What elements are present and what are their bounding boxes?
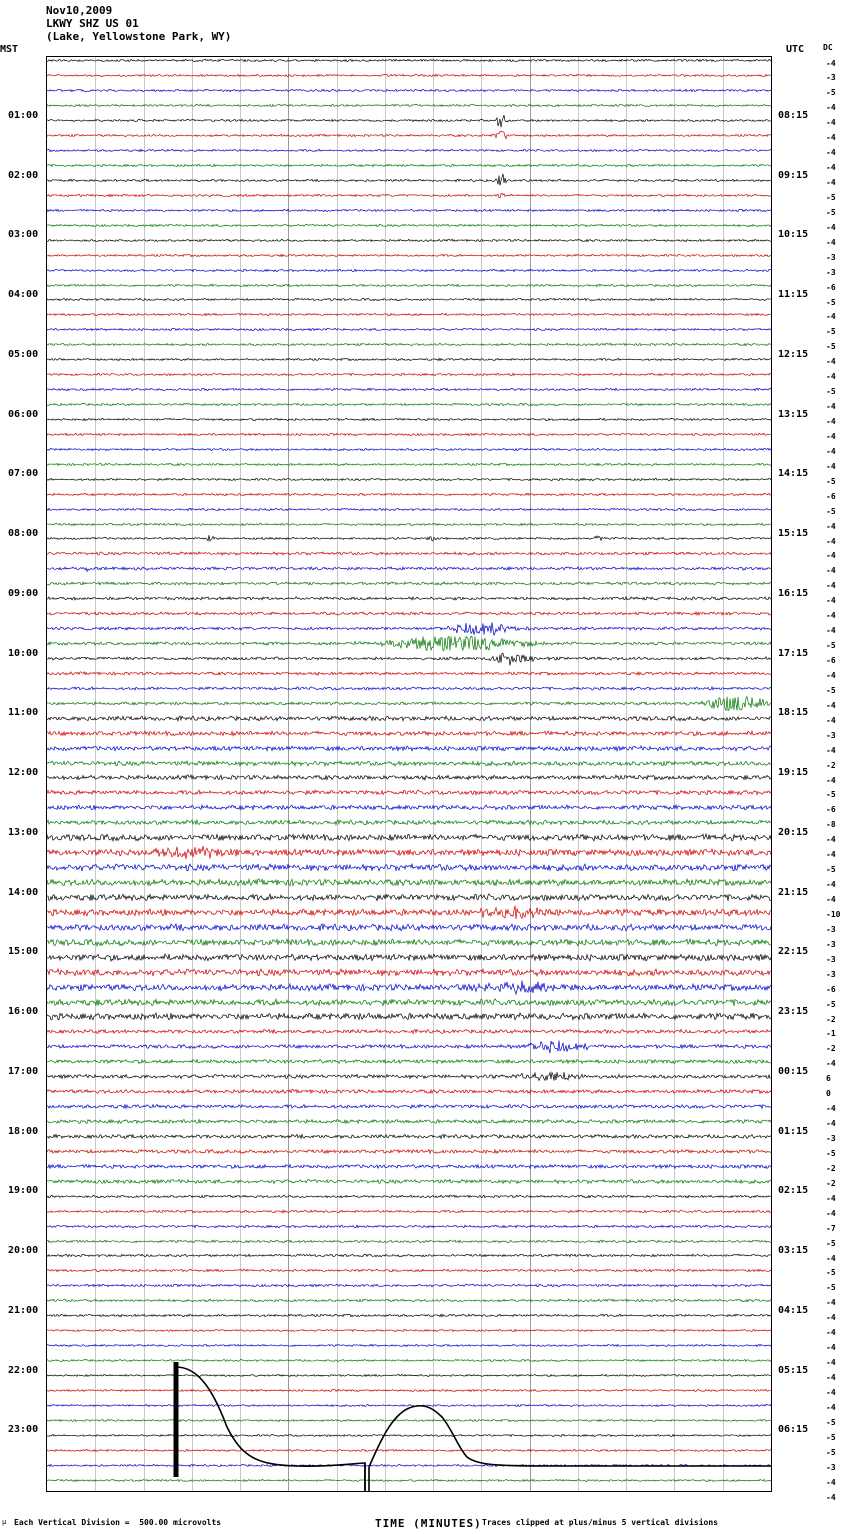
dc-value: -4 bbox=[826, 163, 836, 172]
dc-value: -4 bbox=[826, 1387, 836, 1397]
axis-label-mst: MST bbox=[0, 44, 19, 55]
left-time-label: 18:00 bbox=[8, 1125, 39, 1137]
right-time-label: 19:15 bbox=[778, 767, 809, 778]
dc-value: -5 bbox=[826, 1238, 836, 1248]
dc-value: -4 bbox=[826, 1358, 836, 1367]
dc-value: -6 bbox=[826, 656, 836, 665]
dc-value: -4 bbox=[826, 775, 836, 785]
left-time-label: 13:00 bbox=[8, 826, 39, 838]
dc-value: -4 bbox=[826, 895, 836, 904]
right-time-label: 03:15 bbox=[778, 1245, 809, 1256]
header-block bbox=[46, 4, 231, 43]
dc-value: -4 bbox=[826, 835, 836, 845]
dc-value: -3 bbox=[826, 1462, 836, 1472]
dc-value: -5 bbox=[826, 685, 836, 695]
dc-value: -3 bbox=[826, 954, 836, 964]
dc-value: -6 bbox=[826, 491, 836, 501]
dc-value: -4 bbox=[826, 178, 836, 187]
dc-value: -3 bbox=[826, 73, 836, 83]
x-axis-title: TIME (MINUTES) bbox=[375, 1517, 482, 1530]
dc-value: -4 bbox=[826, 1373, 836, 1382]
dc-value: -4 bbox=[826, 626, 836, 636]
dc-value: -4 bbox=[826, 611, 836, 621]
dc-value: -4 bbox=[826, 58, 836, 68]
dc-value: -4 bbox=[826, 222, 836, 232]
dc-value: -4 bbox=[826, 431, 836, 441]
dc-value: -2 bbox=[826, 1014, 836, 1024]
dc-value: -5 bbox=[826, 1417, 836, 1427]
left-time-label: 07:00 bbox=[8, 468, 39, 480]
dc-value: -4 bbox=[826, 1119, 836, 1128]
dc-value: -5 bbox=[826, 506, 836, 516]
left-time-label: 20:00 bbox=[8, 1245, 39, 1256]
dc-value: -4 bbox=[826, 133, 836, 143]
dc-value: -3 bbox=[826, 267, 836, 277]
left-time-label: 10:00 bbox=[8, 647, 39, 659]
helicorder-plot bbox=[46, 56, 772, 1492]
right-time-label: 10:15 bbox=[778, 229, 809, 241]
left-time-label: 14:00 bbox=[8, 886, 39, 898]
left-time-label: 16:00 bbox=[8, 1006, 39, 1017]
dc-value: -4 bbox=[826, 715, 836, 725]
dc-value: -6 bbox=[826, 805, 836, 815]
dc-value: -4 bbox=[826, 1492, 836, 1502]
dc-value: -5 bbox=[826, 1268, 836, 1278]
dc-value: -5 bbox=[826, 88, 836, 98]
dc-value: -5 bbox=[826, 790, 836, 800]
dc-value: -4 bbox=[826, 521, 836, 531]
dc-value: -5 bbox=[826, 297, 836, 307]
right-time-label: 05:15 bbox=[778, 1364, 809, 1376]
dc-value: -4 bbox=[826, 461, 836, 471]
right-time-label: 23:15 bbox=[778, 1006, 809, 1017]
right-time-label: 11:15 bbox=[778, 289, 809, 300]
left-time-label: 01:00 bbox=[8, 109, 39, 121]
axis-label-dc: DC bbox=[823, 43, 833, 52]
dc-value: -5 bbox=[826, 207, 836, 217]
dc-value: -4 bbox=[826, 312, 836, 322]
right-time-label: 02:15 bbox=[778, 1185, 809, 1197]
left-time-label: 12:00 bbox=[8, 767, 39, 778]
trace-row bbox=[47, 1473, 771, 1492]
dc-value: -3 bbox=[826, 252, 836, 262]
dc-value: -4 bbox=[826, 1298, 836, 1308]
right-time-label: 18:15 bbox=[778, 707, 809, 719]
dc-value: -10 bbox=[826, 909, 841, 919]
dc-value: -5 bbox=[826, 342, 836, 352]
dc-value: -1 bbox=[826, 1029, 836, 1039]
dc-value: -3 bbox=[826, 939, 836, 949]
left-time-label: 02:00 bbox=[8, 169, 39, 181]
dc-value: -3 bbox=[826, 730, 836, 740]
left-time-label: 22:00 bbox=[8, 1364, 39, 1376]
right-time-label: 15:15 bbox=[778, 528, 809, 539]
footer-scale-note: Each Vertical Division = 500.00 microvolts bbox=[14, 1518, 222, 1527]
dc-value: -4 bbox=[826, 357, 836, 367]
dc-value: -5 bbox=[826, 1283, 836, 1293]
header-location: (Lake, Yellowstone Park, WY) bbox=[46, 30, 232, 43]
left-time-label: 15:00 bbox=[8, 946, 39, 958]
dc-value: -8 bbox=[826, 820, 836, 830]
dc-value: 0 bbox=[826, 1089, 831, 1099]
right-time-label: 04:15 bbox=[778, 1304, 809, 1316]
dc-value: -4 bbox=[826, 1343, 836, 1353]
dc-value: -5 bbox=[826, 865, 836, 875]
right-time-label: 00:15 bbox=[778, 1065, 809, 1077]
dc-value: -3 bbox=[826, 924, 836, 934]
dc-value: -4 bbox=[826, 581, 836, 591]
dc-value: -4 bbox=[826, 237, 836, 247]
dc-value: -3 bbox=[826, 1134, 836, 1143]
dc-value: -3 bbox=[826, 969, 836, 979]
dc-value: -4 bbox=[826, 596, 836, 606]
dc-value: -4 bbox=[826, 1253, 836, 1263]
left-time-label: 21:00 bbox=[8, 1304, 39, 1316]
dc-value: -4 bbox=[826, 402, 836, 411]
dc-value: -4 bbox=[826, 1208, 836, 1218]
dc-value: 6 bbox=[826, 1074, 831, 1084]
dc-value: -4 bbox=[826, 1477, 836, 1487]
dc-value: -4 bbox=[826, 700, 836, 710]
dc-value: -4 bbox=[826, 417, 836, 426]
dc-value: -5 bbox=[826, 192, 836, 202]
left-time-label: 23:00 bbox=[8, 1424, 39, 1436]
right-time-label: 12:15 bbox=[778, 348, 809, 360]
dc-value: -4 bbox=[826, 536, 836, 546]
dc-value: -4 bbox=[826, 372, 836, 382]
dc-value: -4 bbox=[826, 850, 836, 860]
dc-value: -2 bbox=[826, 1178, 836, 1188]
left-time-label: 03:00 bbox=[8, 229, 39, 241]
dc-value: -4 bbox=[826, 1193, 836, 1203]
dc-value: -2 bbox=[826, 1044, 836, 1054]
dc-value: -7 bbox=[826, 1223, 836, 1233]
right-time-label: 01:15 bbox=[778, 1125, 809, 1137]
dc-value: -5 bbox=[826, 327, 836, 337]
left-time-label: 19:00 bbox=[8, 1185, 39, 1197]
dc-value: -5 bbox=[826, 476, 836, 486]
micro-symbol: μ bbox=[2, 1518, 7, 1526]
dc-value: -4 bbox=[826, 1059, 836, 1069]
dc-value: -5 bbox=[826, 387, 836, 397]
left-time-label: 04:00 bbox=[8, 289, 39, 300]
dc-value: -4 bbox=[826, 148, 836, 158]
dc-value: -5 bbox=[826, 999, 836, 1009]
right-time-label: 17:15 bbox=[778, 647, 809, 659]
left-time-label: 05:00 bbox=[8, 348, 39, 360]
footer-clip-note: Traces clipped at plus/minus 5 vertical divisions bbox=[482, 1518, 719, 1527]
dc-value: -5 bbox=[826, 1447, 836, 1457]
right-time-label: 20:15 bbox=[778, 826, 809, 838]
dc-value: -4 bbox=[826, 1328, 836, 1338]
right-time-label: 16:15 bbox=[778, 587, 809, 599]
dc-value: -4 bbox=[826, 880, 836, 889]
dc-value: -2 bbox=[826, 760, 836, 770]
dc-value: -4 bbox=[826, 551, 836, 561]
dc-value: -4 bbox=[826, 1313, 836, 1323]
axis-label-utc: UTC bbox=[786, 44, 805, 55]
dc-value: -5 bbox=[826, 1148, 836, 1158]
left-time-label: 08:00 bbox=[8, 528, 39, 539]
dc-value: -6 bbox=[826, 984, 836, 994]
dc-value: -5 bbox=[826, 1432, 836, 1442]
header-station: LKWY SHZ US 01 bbox=[46, 17, 139, 30]
left-time-label: 06:00 bbox=[8, 408, 39, 420]
left-time-label: 17:00 bbox=[8, 1065, 39, 1077]
right-time-label: 21:15 bbox=[778, 886, 809, 898]
dc-value: -5 bbox=[826, 641, 836, 650]
right-time-label: 09:15 bbox=[778, 169, 809, 181]
dc-value: -4 bbox=[826, 118, 836, 128]
dc-value: -6 bbox=[826, 282, 836, 292]
left-time-label: 09:00 bbox=[8, 587, 39, 599]
dc-value: -4 bbox=[826, 1104, 836, 1114]
header-date: Nov10,2009 bbox=[46, 4, 113, 17]
right-time-label: 06:15 bbox=[778, 1424, 809, 1436]
dc-value: -4 bbox=[826, 1402, 836, 1412]
dc-value: -4 bbox=[826, 446, 836, 456]
left-time-label: 11:00 bbox=[8, 707, 39, 719]
right-time-label: 13:15 bbox=[778, 408, 809, 420]
dc-value: -4 bbox=[826, 745, 836, 755]
dc-value: -2 bbox=[826, 1163, 836, 1173]
dc-value: -4 bbox=[826, 103, 836, 113]
dc-value: -4 bbox=[826, 670, 836, 680]
right-time-label: 22:15 bbox=[778, 946, 809, 958]
dc-value: -4 bbox=[826, 566, 836, 576]
right-time-label: 08:15 bbox=[778, 109, 809, 121]
right-time-label: 14:15 bbox=[778, 468, 809, 480]
